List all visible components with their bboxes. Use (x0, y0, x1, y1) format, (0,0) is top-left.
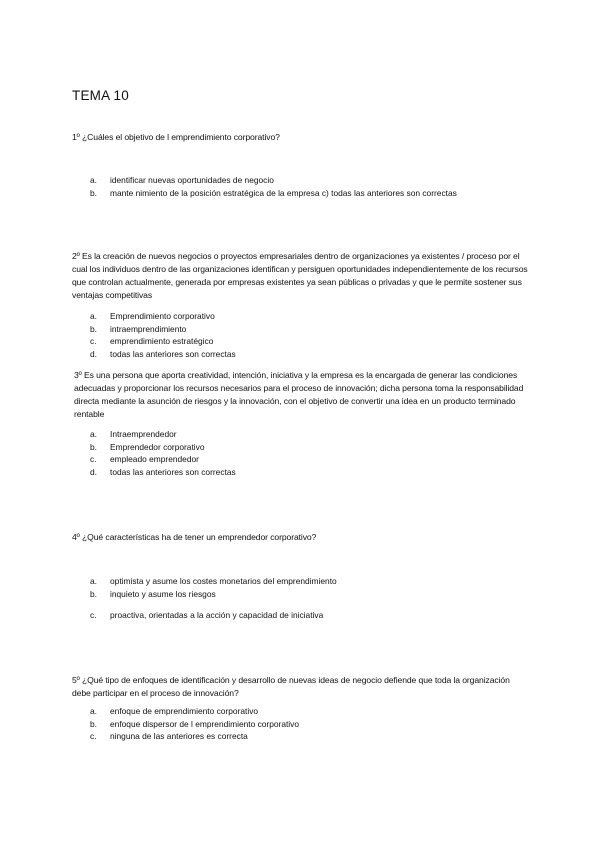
question-2-options (90, 310, 530, 360)
option-item (90, 310, 530, 323)
question-4-options (90, 575, 530, 622)
option-item (90, 588, 530, 601)
option-item (90, 466, 530, 479)
option-item (90, 335, 530, 348)
option-item (90, 575, 530, 588)
option-item (90, 441, 530, 454)
option-text: mante nimiento de la posición estratégica de la empresa c) todas las anteriores son correctas (110, 187, 457, 198)
option-marker: a. (90, 576, 97, 586)
option-text: Emprendedor corporativo (110, 441, 205, 452)
option-text: inquieto y asume los riesgos (110, 588, 216, 599)
option-item (90, 705, 530, 718)
option-marker: a. (90, 706, 97, 716)
option-marker: d. (90, 348, 97, 359)
option-marker: a. (90, 311, 97, 321)
question-4-text: 4º ¿Qué características ha de tener un emprendedor corporativo? (72, 532, 317, 542)
option-marker: b. (90, 718, 97, 729)
option-marker: a. (90, 175, 97, 185)
option-text: intraemprendimiento (110, 323, 187, 334)
option-marker: c. (90, 454, 97, 464)
option-item (90, 609, 530, 622)
option-text: proactiva, orientadas a la acción y capacidad de iniciativa (110, 610, 324, 620)
option-item (90, 323, 530, 336)
option-marker: c. (90, 610, 97, 620)
question-3-options (90, 428, 530, 478)
question-5-text: 5º ¿Qué tipo de enfoques de identificación y desarrollo de nuevas ideas de negocio defiende que toda la organización debe participar en el proceso de innovación? (72, 675, 510, 698)
option-item (90, 730, 530, 743)
option-marker: c. (90, 336, 97, 346)
option-text: emprendimiento estratégico (110, 336, 214, 346)
option-text: ninguna de las anteriores es correcta (110, 731, 248, 741)
question-2-text: 2º Es la creación de nuevos negocios o proyectos empresariales dentro de organizaciones ya existentes / proceso por el cual los individuos dentro de las organizaciones identifican y persiguen oportunidades independientemente de los recursos que controlan actualmente, generada por empresas existentes ya sean públicas o privadas y que le permite sostener sus ventajas competitivas (72, 251, 528, 300)
option-marker: d. (90, 466, 97, 477)
option-item (90, 348, 530, 361)
page-title: TEMA 10 (72, 88, 129, 103)
option-marker: a. (90, 429, 97, 439)
option-text: empleado emprendedor (110, 454, 199, 464)
option-text: enfoque dispersor de l emprendimiento corporativo (110, 718, 300, 729)
option-item (90, 174, 530, 187)
option-marker: b. (90, 323, 97, 334)
option-text: Intraemprendedor (110, 429, 177, 439)
option-marker: b. (90, 588, 97, 599)
option-marker: c. (90, 731, 97, 741)
question-1-text: 1º ¿Cuáles el objetivo de l emprendimiento corporativo? (72, 132, 280, 142)
option-text: todas las anteriores son correctas (110, 466, 236, 477)
option-item (90, 428, 530, 441)
option-item (90, 187, 530, 200)
option-text: Emprendimiento corporativo (110, 311, 215, 321)
question-5-options (90, 705, 530, 743)
option-marker: b. (90, 187, 97, 198)
option-text: todas las anteriores son correctas (110, 348, 236, 359)
option-item (90, 718, 530, 731)
option-text: optimista y asume los costes monetarios del emprendimiento (110, 576, 337, 586)
option-text: enfoque de emprendimiento corporativo (110, 706, 259, 716)
question-1-options (90, 174, 530, 199)
question-3-text: 3º Es una persona que aporta creatividad, intención, iniciativa y la empresa es la encargada de generar las condiciones adecuadas y proporcionar los recursos necesarios para el proceso de innovación; dicha persona toma la responsabilidad directa mediante la asunción de riesgos y la innovación, con el objetivo de convertir una idea en un producto terminado rentable (74, 370, 524, 419)
option-item (90, 453, 530, 466)
option-marker: b. (90, 441, 97, 452)
option-text: identificar nuevas oportunidades de negocio (110, 175, 274, 185)
